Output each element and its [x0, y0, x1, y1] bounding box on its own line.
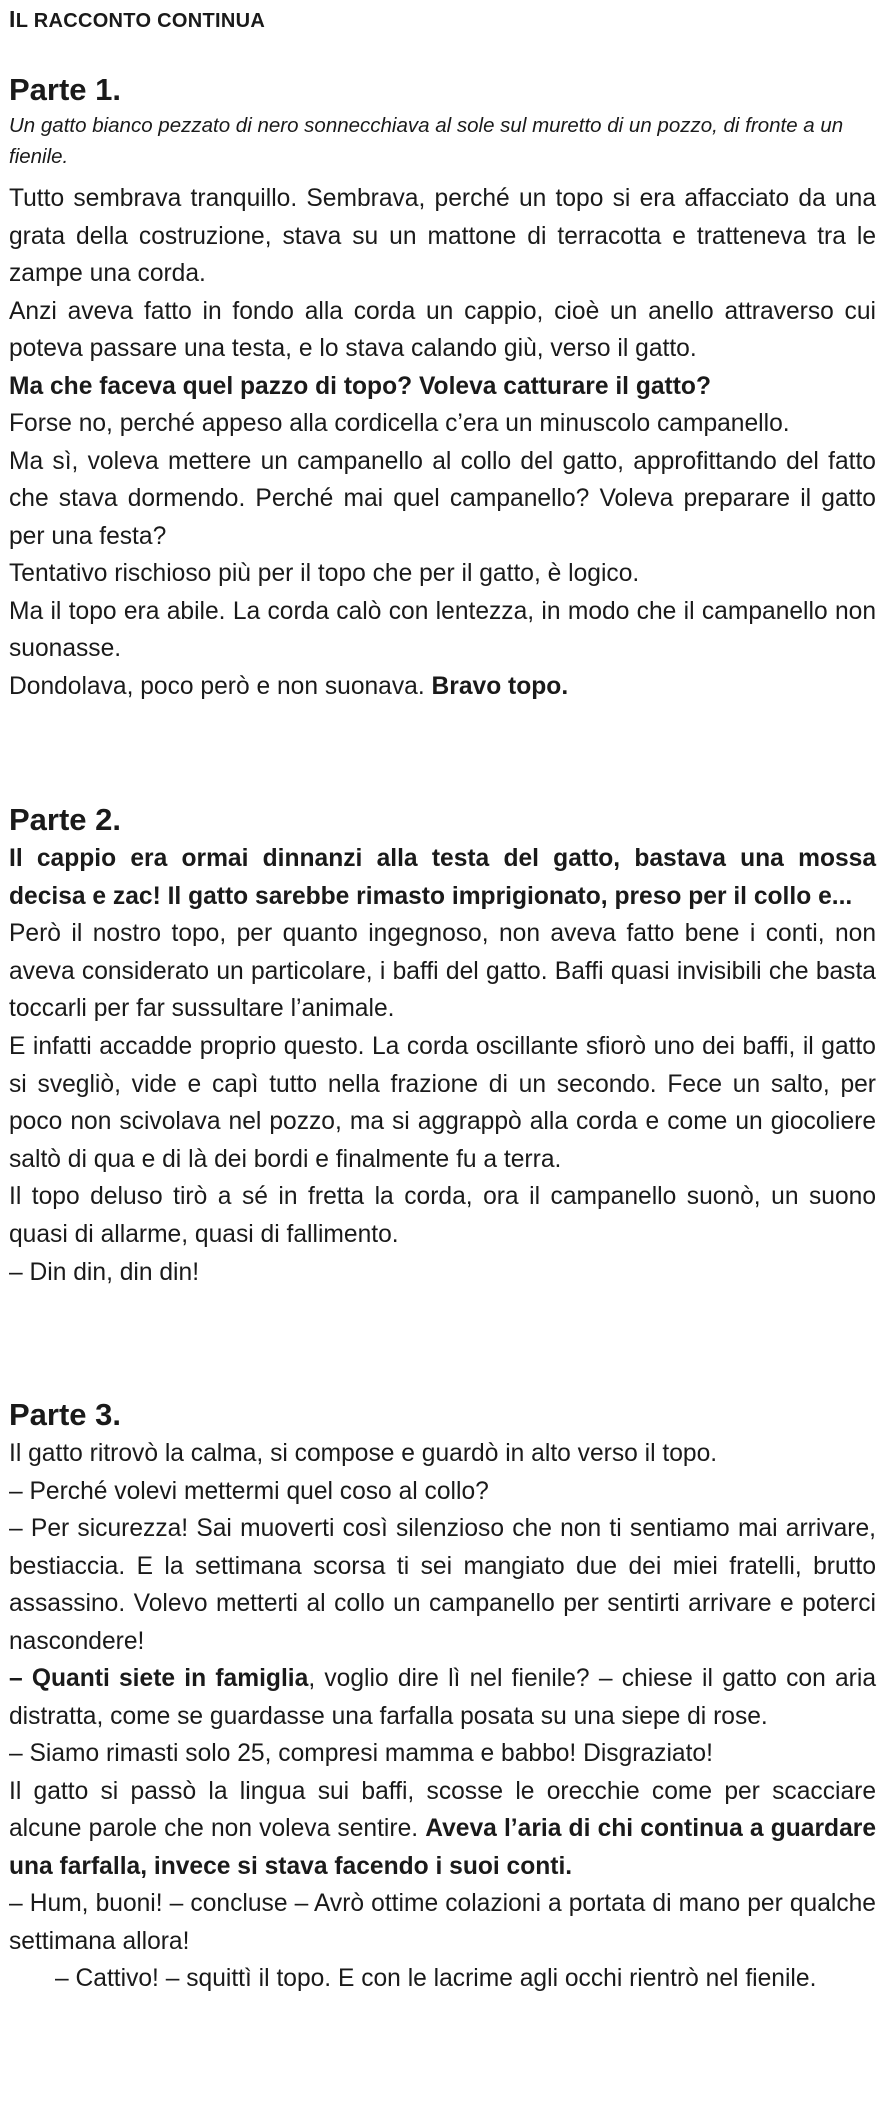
part-2-section: [9, 800, 876, 1291]
part-3-section: [9, 1395, 876, 1998]
part-1-paragraph: [9, 668, 876, 706]
part-1-intro: Un gatto bianco pezzato di nero sonnecchiava al sole sul muretto di un pozzo, di fronte a un fienile.: [9, 114, 844, 168]
part-3-bold-sentence: Aveva l’aria di chi continua a guardare una farfalla, invece si stava facendo i suoi conti.: [9, 1815, 876, 1880]
part-3-paragraph: – Per sicurezza! Sai muoverti così silenzioso che non ti sentiamo mai arrivare, bestiaccia. E la settimana scorsa ti sei mangiato due dei miei fratelli, brutto assassino. Volevo metterti al collo un campanello per sentirti arrivare e poterci nascondere!: [9, 1515, 876, 1655]
part-3-text: , voglio dire lì nel fienile? – chiese il gatto con aria distratta, come se guardasse una farfalla posata su una siepe di rose.: [9, 1665, 877, 1730]
part-1-bold-question: Ma che faceva quel pazzo di topo? Voleva catturare il gatto?: [9, 372, 711, 400]
part-1-section: [9, 70, 876, 705]
part-1-paragraph: Ma il topo era abile. La corda calò con lentezza, in modo che il campanello non suonasse.: [9, 597, 876, 662]
part-3-paragraph: – Hum, buoni! – concluse – Avrò ottime colazioni a portata di mano per qualche settimana allora!: [9, 1890, 876, 1955]
part-2-heading: Parte 2.: [9, 802, 122, 837]
part-3-text: Il gatto si passò la lingua sui baffi, scosse le orecchie come per scacciare alcune parole che non voleva sentire.: [9, 1777, 876, 1842]
part-1-paragraph: Ma sì, voleva mettere un campanello al collo del gatto, approfittando del fatto che stava dormendo. Perché mai quel campanello? Voleva preparare il gatto per una festa?: [9, 447, 876, 550]
part-1-heading: Parte 1.: [9, 72, 122, 107]
part-2-lead: Il cappio era ormai dinnanzi alla testa del gatto, bastava una mossa decisa e zac! Il gatto sarebbe rimasto imprigionato, preso per il collo e...: [9, 845, 876, 910]
part-3-paragraph: [9, 1773, 876, 1886]
part-1-paragraph: Tutto sembrava tranquillo. Sembrava, perché un topo si era affacciato da una grata della costruzione, stava su un mattone di terracotta e tratteneva tra le zampe una corda.: [9, 185, 876, 287]
part-2-paragraph: Però il nostro topo, per quanto ingegnoso, non aveva fatto bene i conti, non aveva considerato un particolare, i baffi del gatto. Baffi quasi invisibili che basta toccarli per far sussultare l’animale.: [9, 920, 876, 1023]
part-2-paragraph: E infatti accadde proprio questo. La corda oscillante sfiorò uno dei baffi, il gatto si svegliò, vide e capì tutto nella frazione di un secondo. Fece un salto, per poco non scivolava nel pozzo, ma si aggrappò alla corda e come un giocoliere saltò di qua e di là dei bordi e finalmente fu a terra.: [9, 1032, 876, 1173]
part-1-paragraph: Forse no, perché appeso alla cordicella c’era un minuscolo campanello.: [9, 410, 790, 437]
part-3-bold-question: – Quanti siete in famiglia: [9, 1665, 309, 1692]
part-2-paragraph: Il topo deluso tirò a sé in fretta la corda, ora il campanello suonò, un suono quasi di allarme, quasi di fallimento.: [9, 1183, 876, 1248]
part-3-paragraph: – Cattivo! – squittì il topo. E con le lacrime agli occhi rientrò nel fienile.: [55, 1965, 817, 1992]
part-2-paragraph: – Din din, din din!: [9, 1258, 200, 1286]
part-3-paragraph: – Siamo rimasti solo 25, compresi mamma e babbo! Disgraziato!: [9, 1740, 713, 1767]
part-1-paragraph: Tentativo rischioso più per il topo che per il gatto, è logico.: [9, 560, 640, 587]
part-3-paragraph: – Perché volevi mettermi quel coso al collo?: [9, 1477, 489, 1505]
document-title: [9, 6, 265, 33]
part-1-final-text: Dondolava, poco però e non suonava.: [9, 672, 432, 700]
part-1-final-bold: Bravo topo.: [431, 672, 569, 700]
part-3-heading: Parte 3.: [9, 1397, 122, 1432]
title-initial: I: [9, 6, 16, 32]
part-3-paragraph: Il gatto ritrovò la calma, si compose e guardò in alto verso il topo.: [9, 1440, 718, 1467]
title-rest: L RACCONTO CONTINUA: [15, 10, 266, 32]
part-1-paragraph: Anzi aveva fatto in fondo alla corda un cappio, cioè un anello attraverso cui poteva passare una testa, e lo stava calando giù, verso il gatto.: [9, 297, 876, 362]
part-3-paragraph: [9, 1660, 876, 1735]
